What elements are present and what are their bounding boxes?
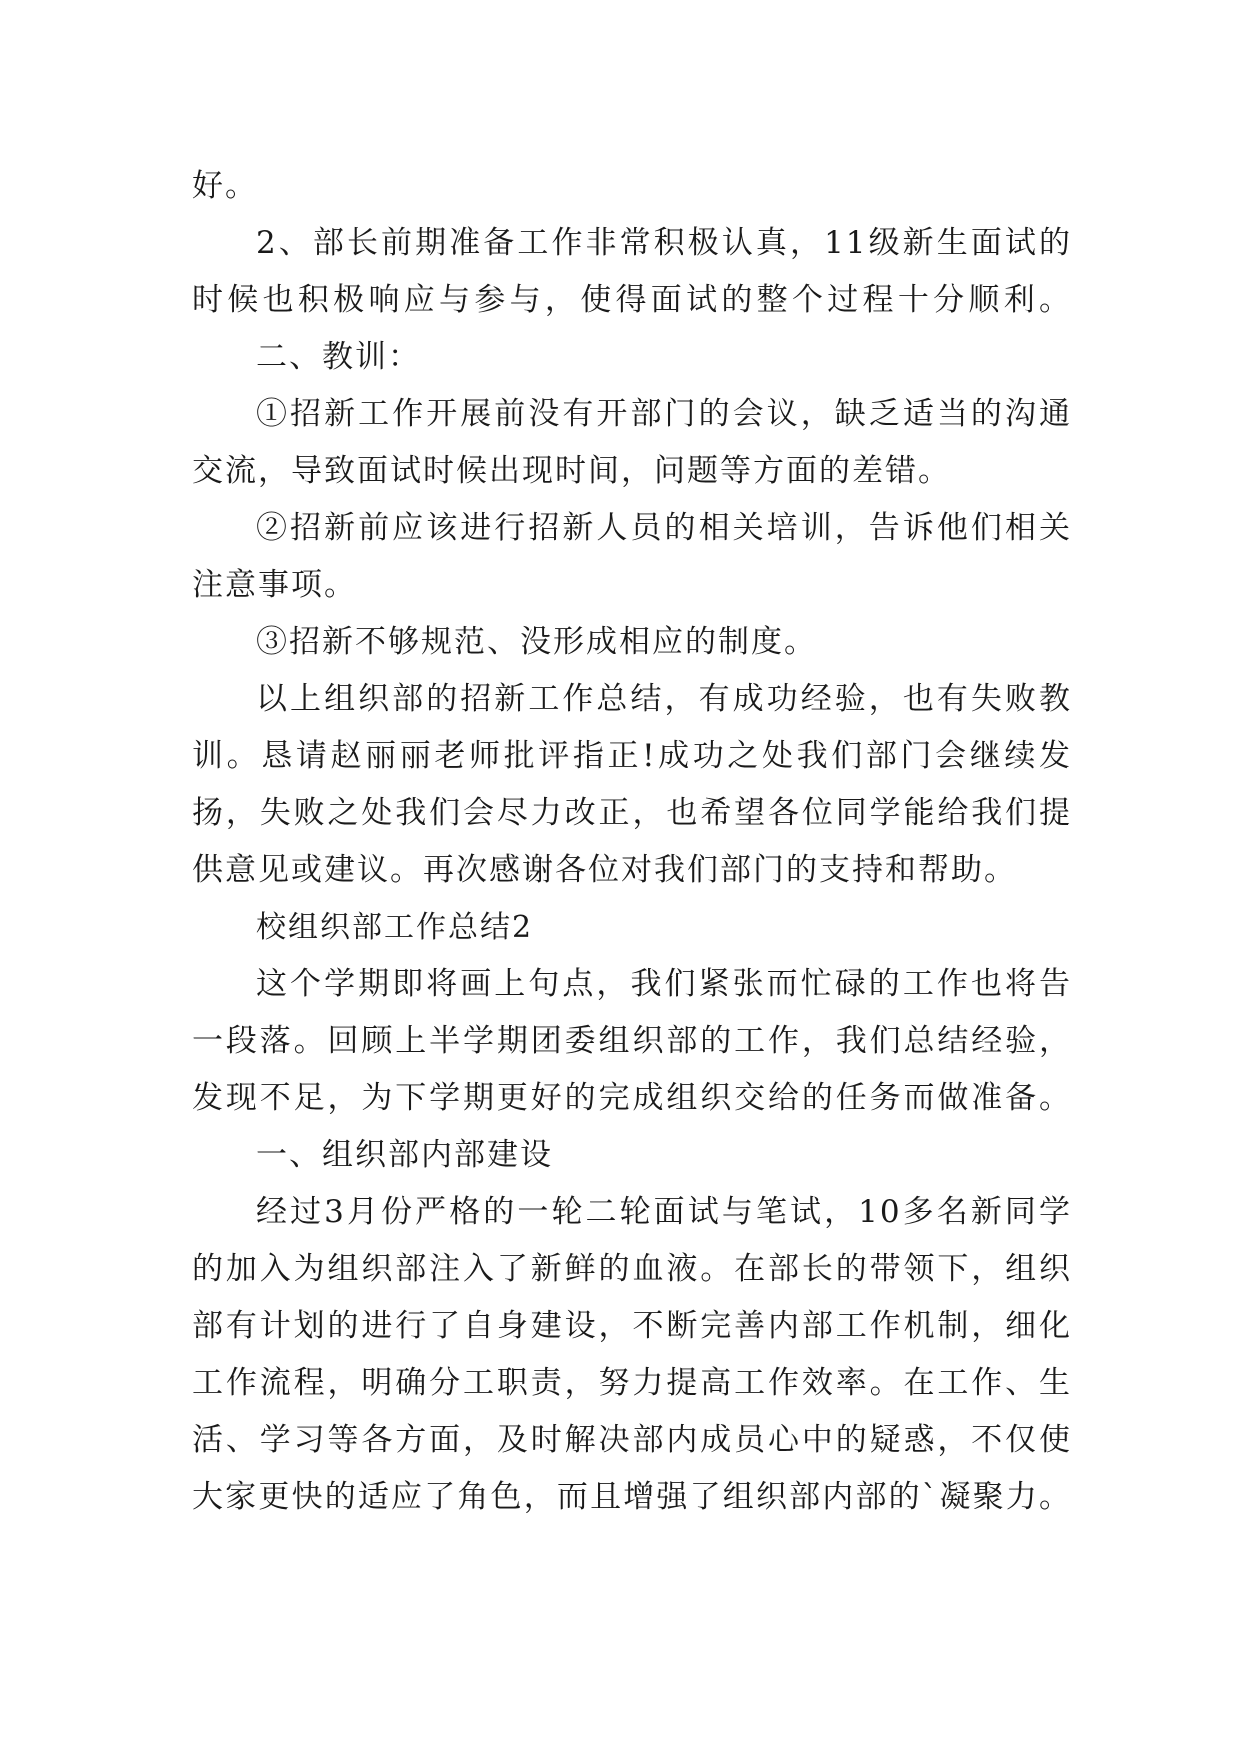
paragraph-line: 2、部长前期准备工作非常积极认真，11级新生面试的 bbox=[256, 225, 1072, 261]
paragraph-line: 一段落。回顾上半学期团委组织部的工作，我们总结经验， bbox=[192, 1023, 1072, 1059]
document-body bbox=[192, 158, 1072, 1526]
paragraph-line: 工作流程，明确分工职责，努力提高工作效率。在工作、生 bbox=[192, 1365, 1072, 1401]
paragraph-line: 发现不足，为下学期更好的完成组织交给的任务而做准备。 bbox=[192, 1080, 1072, 1116]
paragraph-line: ②招新前应该进行招新人员的相关培训，告诉他们相关 bbox=[256, 510, 1072, 546]
section-heading: 二、教训： bbox=[256, 339, 421, 375]
paragraph-line: 扬，失败之处我们会尽力改正，也希望各位同学能给我们提 bbox=[192, 795, 1072, 831]
paragraph-line: ①招新工作开展前没有开部门的会议，缺乏适当的沟通 bbox=[256, 396, 1072, 432]
paragraph-line: 活、学习等各方面，及时解决部内成员心中的疑惑，不仅使 bbox=[192, 1422, 1072, 1458]
paragraph-line: 供意见或建议。再次感谢各位对我们部门的支持和帮助。 bbox=[192, 852, 1017, 888]
paragraph-line: 交流，导致面试时候出现时间，问题等方面的差错。 bbox=[192, 453, 951, 489]
paragraph-line: 时候也积极响应与参与，使得面试的整个过程十分顺利。 bbox=[192, 282, 1072, 318]
paragraph-line: 注意事项。 bbox=[192, 567, 357, 603]
paragraph-line: 这个学期即将画上句点，我们紧张而忙碌的工作也将告 bbox=[256, 966, 1072, 1002]
document-title: 校组织部工作总结2 bbox=[256, 910, 534, 945]
paragraph-line: 以上组织部的招新工作总结，有成功经验，也有失败教 bbox=[256, 681, 1072, 717]
paragraph-line: 训。恳请赵丽丽老师批评指正!成功之处我们部门会继续发 bbox=[192, 738, 1072, 774]
paragraph-line: 部有计划的进行了自身建设，不断完善内部工作机制，细化 bbox=[192, 1308, 1072, 1344]
paragraph-line: 的加入为组织部注入了新鲜的血液。在部长的带领下，组织 bbox=[192, 1251, 1072, 1287]
paragraph-line: 好。 bbox=[192, 168, 258, 204]
paragraph-line: 经过3月份严格的一轮二轮面试与笔试，10多名新同学 bbox=[256, 1194, 1072, 1230]
section-heading: 一、组织部内部建设 bbox=[256, 1137, 553, 1173]
paragraph-line: ③招新不够规范、没形成相应的制度。 bbox=[256, 624, 817, 660]
paragraph-line: 大家更快的适应了角色，而且增强了组织部内部的`凝聚力。 bbox=[192, 1479, 1072, 1515]
